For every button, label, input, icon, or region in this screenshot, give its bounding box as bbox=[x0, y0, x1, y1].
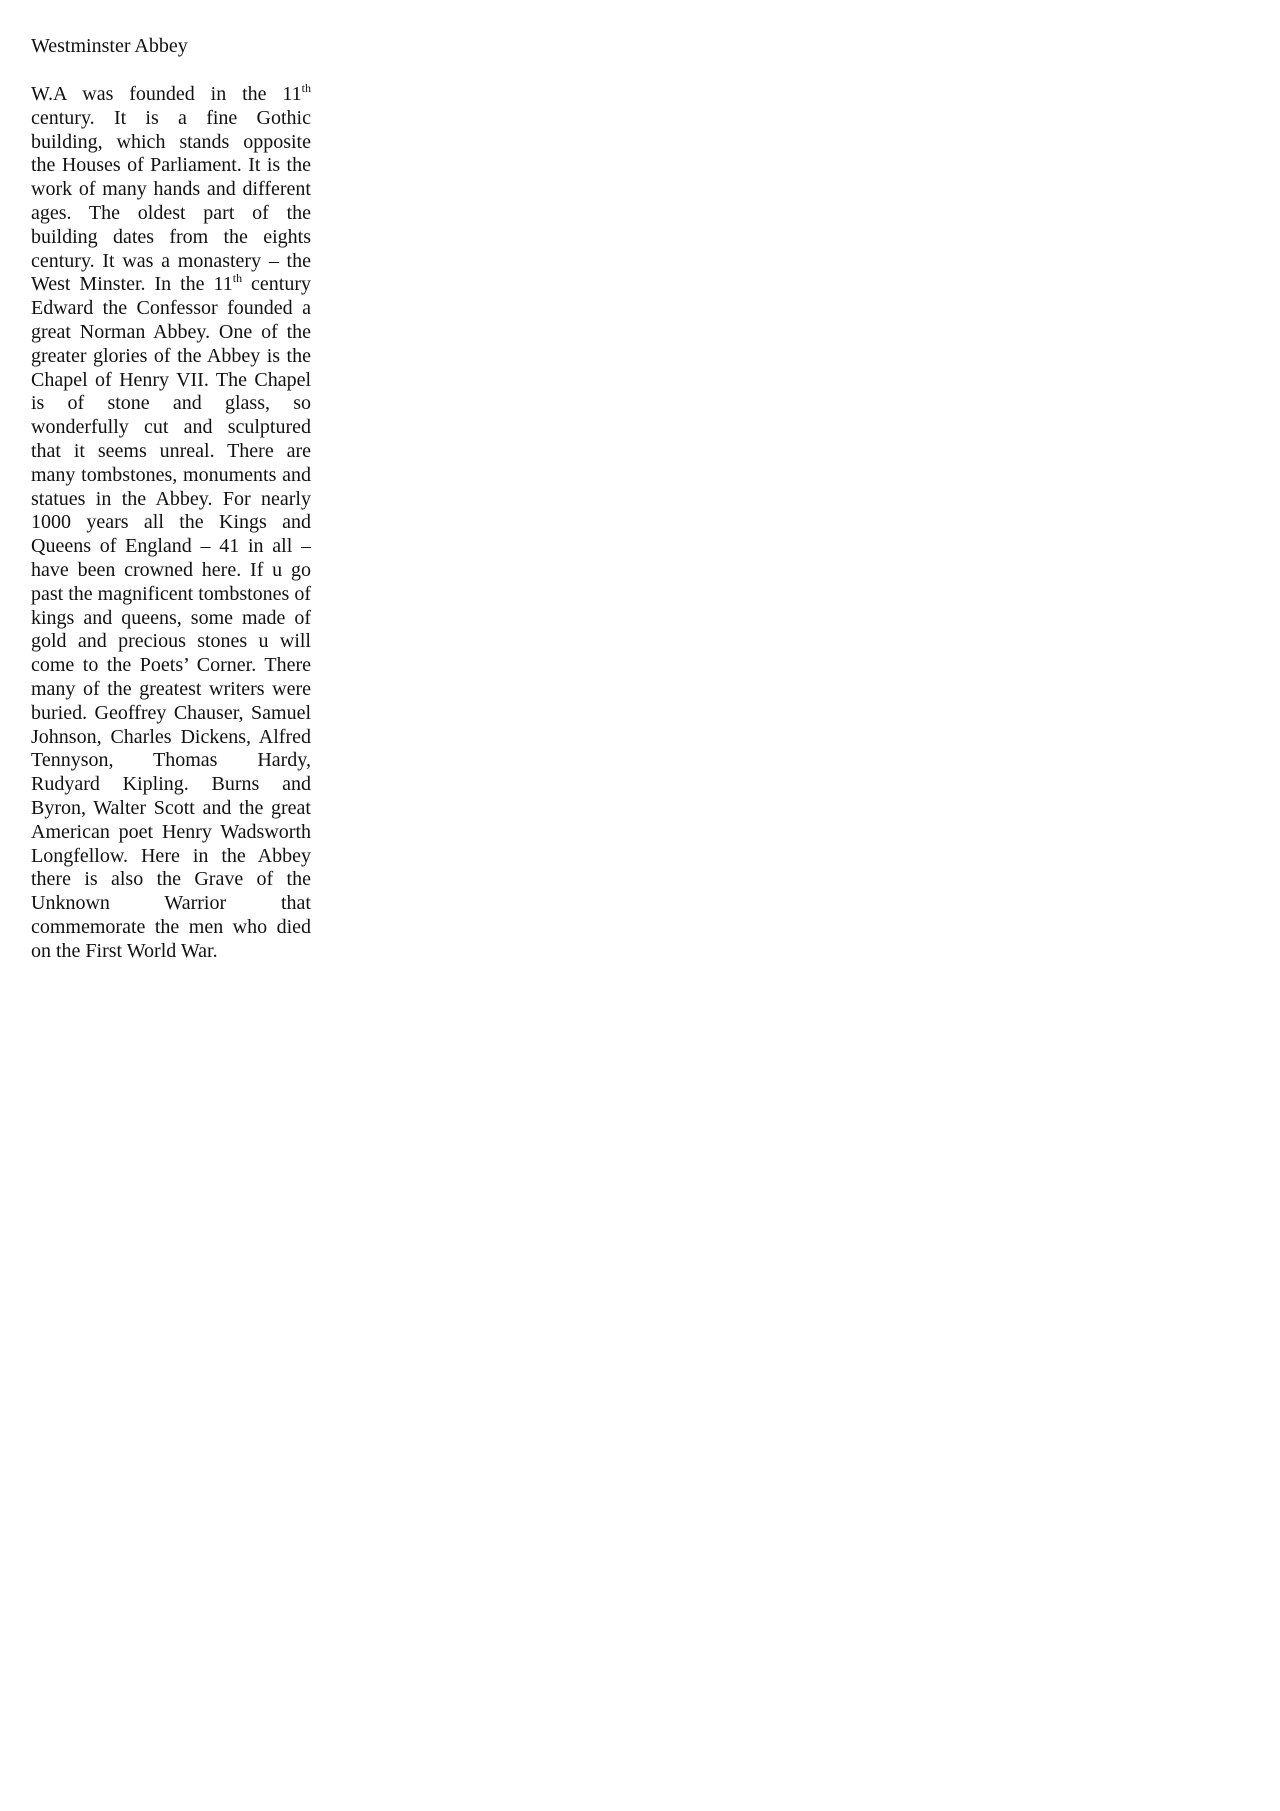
superscript-ordinal-1: th bbox=[301, 81, 311, 95]
paragraph-text-3: century Edward the Confessor founded a great Norman Abbey. One of the greater glories of the Abbey is the Chapel of Henry VII. The Chapel is of stone and glass, so wonderfully cut and sculptured that it seems unreal. There are many tombstones, monuments and statues in the Abbey. For nearly 1000 years all the Kings and Queens of England – 41 in all – have been crowned here. If u go past the magnificent tombstones of kings and queens, some made of gold and precious stones u will come to the Poets’ Corner. There many of the greatest writers were buried. Geoffrey Chauser, Samuel Johnson, Charles Dickens, Alfred Tennyson, Thomas Hardy, Rudyard Kipling. Burns and Byron, Walter Scott and the great American poet Henry Wadsworth Longfellow. Here in the Abbey there is also the Grave of the Unknown Warrior that commemorate the men who died on the First World War. bbox=[31, 273, 311, 962]
body-paragraph bbox=[31, 83, 311, 963]
document-title: Westminster Abbey bbox=[31, 35, 188, 57]
superscript-ordinal-2: th bbox=[232, 271, 243, 286]
paragraph-text-2: century. It is a fine Gothic building, which stands opposite the Houses of Parliament. It is the work of many hands and different ages. The oldest part of the building dates from the eights century. It was a monastery – the West Minster. In the 11 bbox=[31, 106, 311, 296]
paragraph-text-1: W.A was founded in the 11 bbox=[31, 83, 302, 105]
